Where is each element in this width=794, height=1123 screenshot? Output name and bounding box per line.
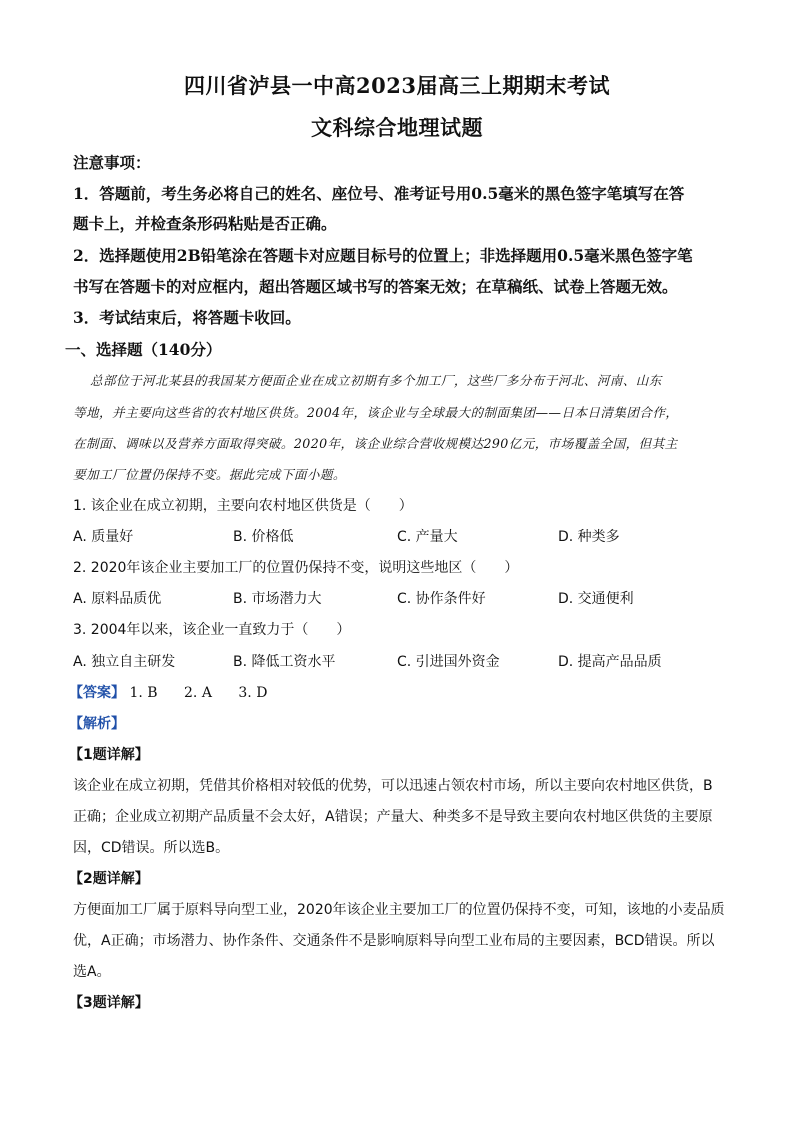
detail-line: 正确；企业成立初期产品质量不会太好，A错误；产量大、种类多不是导致主要向农村地区供货的主要原 bbox=[73, 809, 713, 825]
notice-item-1-line-2: 题卡上，并检查条形码粘贴是否正确。 bbox=[73, 214, 337, 233]
option-a: A. 原料品质优 bbox=[73, 591, 162, 607]
section-heading: 一、选择题（140分） bbox=[65, 340, 222, 359]
passage-line: 在制面、调味以及营养方面取得突破。2020年，该企业综合营收规模达290亿元，市场覆盖全国，但其主 bbox=[73, 436, 678, 451]
passage-line: 要加工厂位置仍保持不变。据此完成下面小题。 bbox=[73, 467, 346, 482]
notice-heading: 注意事项： bbox=[73, 153, 151, 172]
detail-tag: 【1题详解】 bbox=[69, 747, 149, 763]
option-c: C. 协作条件好 bbox=[397, 591, 486, 607]
answer-row bbox=[69, 682, 289, 702]
answer-value: 2. A bbox=[184, 685, 212, 701]
exam-title: 四川省泸县一中高2023届高三上期期末考试 bbox=[184, 73, 610, 98]
passage-line: 等地，并主要向这些省的农村地区供货。2004年，该企业与全球最大的制面集团——日本日清集团合作， bbox=[73, 405, 679, 420]
detail-line: 方便面加工厂属于原料导向型工业，2020年该企业主要加工厂的位置仍保持不变，可知，该地的小麦品质 bbox=[73, 902, 725, 918]
analysis-tag: 【解析】 bbox=[69, 716, 125, 732]
exam-subtitle: 文科综合地理试题 bbox=[311, 115, 483, 140]
detail-tag: 【3题详解】 bbox=[69, 995, 149, 1011]
detail-line: 该企业在成立初期，凭借其价格相对较低的优势，可以迅速占领农村市场，所以主要向农村地区供货，B bbox=[73, 778, 713, 794]
notice-item-3: 3．考试结束后，将答题卡收回。 bbox=[73, 308, 301, 327]
question-stem: 3. 2004年以来，该企业一直致力于（ ） bbox=[73, 622, 351, 638]
question-stem: 2. 2020年该企业主要加工厂的位置仍保持不变，说明这些地区（ ） bbox=[73, 560, 519, 576]
notice-item-1-line-1: 1．答题前，考生务必将自己的姓名、座位号、准考证号用0.5毫米的黑色签字笔填写在答 bbox=[73, 184, 685, 203]
option-a: A. 独立自主研发 bbox=[73, 654, 176, 670]
option-c: C. 产量大 bbox=[397, 529, 458, 545]
answer-tag: 【答案】 bbox=[69, 685, 125, 701]
option-d: D. 提高产品品质 bbox=[558, 654, 662, 670]
option-b: B. 价格低 bbox=[233, 529, 294, 545]
answer-value: 3. D bbox=[238, 685, 268, 701]
detail-line: 优，A正确；市场潜力、协作条件、交通条件不是影响原料导向型工业布局的主要因素，BCD错误。所以 bbox=[73, 933, 715, 949]
option-b: B. 降低工资水平 bbox=[233, 654, 336, 670]
option-d: D. 种类多 bbox=[558, 529, 620, 545]
option-c: C. 引进国外资金 bbox=[397, 654, 500, 670]
detail-line: 因，CD错误。所以选B。 bbox=[73, 840, 230, 856]
passage-line: 总部位于河北某县的我国某方便面企业在成立初期有多个加工厂，这些厂多分布于河北、河南、山东 bbox=[90, 373, 662, 388]
option-d: D. 交通便利 bbox=[558, 591, 634, 607]
option-b: B. 市场潜力大 bbox=[233, 591, 322, 607]
question-stem: 1. 该企业在成立初期，主要向农村地区供货是（ ） bbox=[73, 498, 413, 514]
answer-value: 1. B bbox=[129, 685, 158, 701]
detail-tag: 【2题详解】 bbox=[69, 871, 149, 887]
detail-line: 选A。 bbox=[73, 964, 111, 980]
notice-item-2-line-2: 书写在答题卡的对应框内，超出答题区域书写的答案无效；在草稿纸、试卷上答题无效。 bbox=[73, 277, 678, 296]
notice-item-2-line-1: 2．选择题使用2B铅笔涂在答题卡对应题目标号的位置上；非选择题用0.5毫米黑色签字笔 bbox=[73, 246, 693, 265]
option-a: A. 质量好 bbox=[73, 529, 134, 545]
